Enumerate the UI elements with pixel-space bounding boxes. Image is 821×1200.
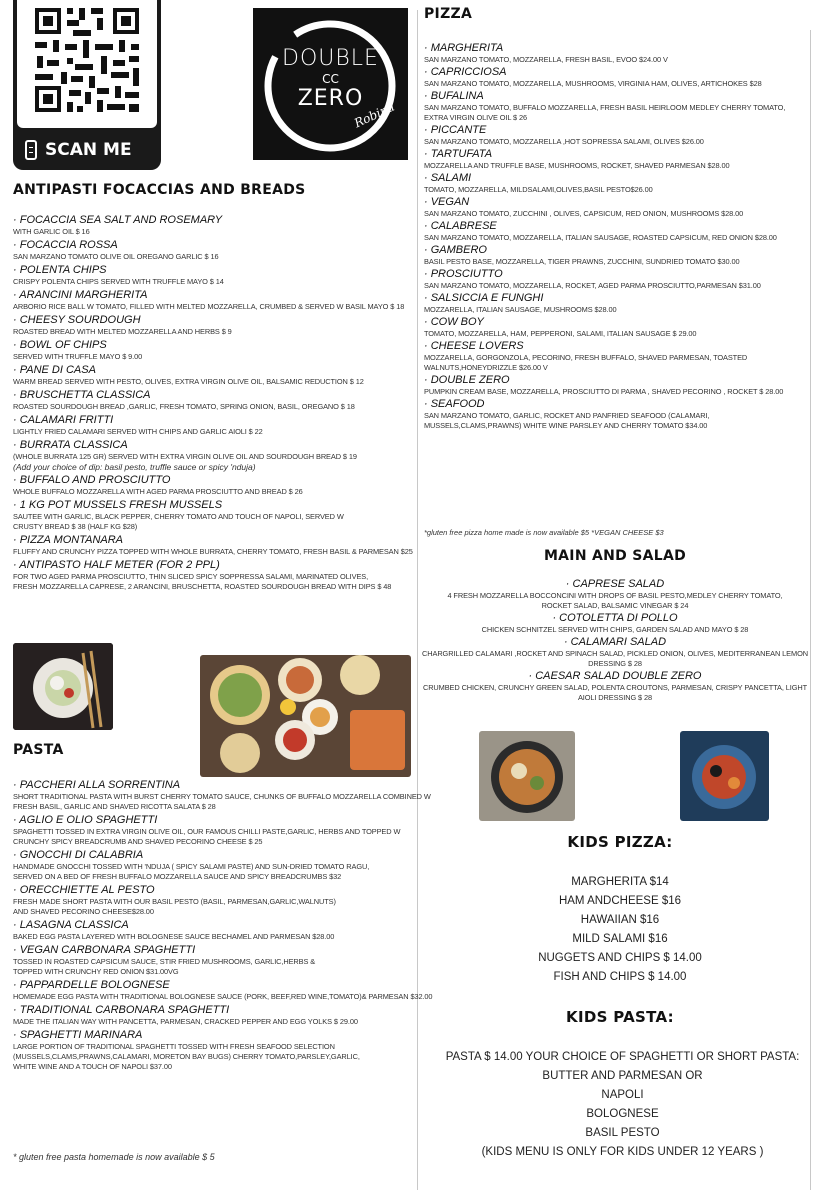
menu-item-name: · SALAMI: [424, 172, 472, 184]
menu-item: [13, 534, 415, 557]
menu-item-name: · BUFALINA: [424, 90, 484, 102]
restaurant-logo: [253, 8, 408, 160]
menu-item: [13, 1029, 473, 1072]
kids-menu-footer: (KIDS MENU IS ONLY FOR KIDS UNDER 12 YEARS ): [481, 1146, 764, 1158]
kids-pasta-line: PASTA $ 14.00 YOUR CHOICE OF SPAGHETTI OR SHORT PASTA:: [445, 1051, 800, 1063]
menu-item-description: CRUSTY BREAD $ 38 (HALF KG $28): [13, 522, 138, 531]
menu-item-name: · VEGAN CARBONARA SPAGHETTI: [13, 944, 196, 956]
menu-item-name: · AGLIO E OLIO SPAGHETTI: [13, 814, 158, 826]
menu-item: [424, 90, 819, 123]
menu-item-name: · CHEESY SOURDOUGH: [13, 314, 141, 326]
menu-item-name: · ARANCINI MARGHERITA: [13, 289, 148, 301]
menu-item-description: (WHOLE BURRATA 125 GR) SERVED WITH EXTRA VIRGIN OLIVE OIL AND SOURDOUGH BREAD $ 19: [13, 452, 357, 461]
kids-pizza-item: HAM ANDCHEESE $16: [558, 895, 682, 907]
menu-item-name: · PIZZA MONTANARA: [13, 534, 123, 546]
menu-item-description: WARM BREAD SERVED WITH PESTO, OLIVES, EXTRA VIRGIN OLIVE OIL, BALSAMIC REDUCTION $ 12: [13, 377, 364, 386]
menu-item: [424, 66, 819, 89]
menu-item-description: HOMEMADE EGG PASTA WITH TRADITIONAL BOLOGNESE SAUCE (PORK, BEEF,RED WINE,TOMATO)& PARMESAN $32.00: [13, 992, 433, 1001]
menu-item: [424, 42, 819, 65]
menu-item: [410, 636, 820, 669]
menu-item: [13, 559, 415, 592]
menu-item: [13, 779, 473, 812]
menu-item: [424, 244, 819, 267]
menu-item-description: SERVED WITH TRUFFLE MAYO $ 9.00: [13, 352, 143, 361]
antipasti-heading: ANTIPASTI FOCACCIAS AND BREADS: [13, 182, 306, 198]
menu-item-description: WITH GARLIC OIL $ 16: [13, 227, 90, 236]
menu-item-description: (MUSSELS,CLAMS,PRAWNS,CALAMARI, MORETON BAY BUGS) CHERRY TOMATO,PARSLEY,GARLIC,: [13, 1052, 360, 1061]
menu-item-description: SAUTEE WITH GARLIC, BLACK PEPPER, CHERRY TOMATO AND TOUCH OF NAPOLI, SERVED W: [13, 512, 344, 521]
menu-item-description: BASIL PESTO BASE, MOZZARELLA, TIGER PRAWNS, ZUCCHINI, SUNDRIED TOMATO $30.00: [424, 257, 740, 266]
menu-item-name: · BUFFALO AND PROSCIUTTO: [13, 474, 171, 486]
menu-item-description: LARGE PORTION OF TRADITIONAL SPAGHETTI TOSSED WITH FRESH SEAFOOD SELECTION: [13, 1042, 335, 1051]
food-photo-seafood: [680, 731, 769, 821]
menu-item-name: · ORECCHIETTE AL PESTO: [13, 884, 155, 896]
menu-item-description: EXTRA VIRGIN OLIVE OIL $ 26: [424, 113, 527, 122]
menu-item: [13, 474, 415, 497]
kids-pasta-line: BOLOGNESE: [586, 1108, 659, 1120]
menu-item-name: · TRADITIONAL CARBONARA SPAGHETTI: [13, 1004, 230, 1016]
kids-pasta-line: BASIL PESTO: [585, 1127, 660, 1139]
menu-item: [13, 979, 473, 1002]
menu-item: [13, 1004, 473, 1027]
food-photo-bowl: [13, 643, 113, 730]
menu-item-description: LIGHTLY FRIED CALAMARI SERVED WITH CHIPS AND GARLIC AIOLI $ 22: [13, 427, 263, 436]
menu-item-description: ROASTED SOURDOUGH BREAD ,GARLIC, FRESH TOMATO, SPRING ONION, BASIL, OREGANO $ 18: [13, 402, 355, 411]
menu-item-description: FLUFFY AND CRUNCHY PIZZA TOPPED WITH WHOLE BURRATA, CHERRY TOMATO, FRESH BASIL & PARMESAN $25: [13, 547, 413, 556]
scan-me-label: SCAN ME: [45, 140, 132, 160]
menu-item-name: · VEGAN: [424, 196, 470, 208]
menu-item-description: BAKED EGG PASTA LAYERED WITH BOLOGNESE SAUCE BECHAMEL AND PARMESAN $28.00: [13, 932, 335, 941]
menu-item: [13, 884, 473, 917]
menu-item-name: · CALABRESE: [424, 220, 497, 232]
menu-item-name: · FOCACCIA ROSSA: [13, 239, 118, 251]
menu-item-description: AND SHAVED PECORINO CHEESE$28.00: [13, 907, 154, 916]
menu-item: [13, 214, 415, 237]
menu-item-description: MOZZARELLA, ITALIAN SAUSAGE, MUSHROOMS $28.00: [424, 305, 617, 314]
menu-item-description: SAN MARZANO TOMATO, MOZZARELLA, MUSHROOMS, VIRGINIA HAM, OLIVES, ARTICHOKES $28: [424, 79, 762, 88]
pasta-heading: PASTA: [13, 742, 64, 758]
kids-pizza-item: MARGHERITA $14: [571, 876, 669, 888]
menu-item-description: CRUMBED CHICKEN, CRUNCHY GREEN SALAD, POLENTA CROUTONS, PARMESAN, CRISPY PANCETTA, LIGHT: [422, 683, 808, 692]
menu-item-description: WHITE WINE AND A TOUCH OF NAPOLI $37.00: [13, 1062, 172, 1071]
menu-item: [13, 414, 415, 437]
pizza-gluten-note: *gluten free pizza home made is now available $5 *VEGAN CHEESE $3: [424, 528, 664, 537]
menu-item-description: SERVED ON A BED OF FRESH BUFFALO MOZZARELLA SAUCE AND SPICY BREADCRUMBS $32: [13, 872, 342, 881]
menu-item-description: FRESH BASIL, GARLIC AND SHAVED RICOTTA SALATA $ 28: [13, 802, 216, 811]
menu-item-name: · CAESAR SALAD DOUBLE ZERO: [528, 670, 702, 682]
menu-item-description: PUMPKIN CREAM BASE, MOZZARELLA, PROSCIUTTO DI PARMA , SHAVED PECORINO , ROCKET $ 28.00: [424, 387, 784, 396]
kids-pizza-heading: KIDS PIZZA:: [567, 833, 673, 851]
kids-pizza-item: MILD SALAMI $16: [572, 933, 668, 945]
menu-item: [424, 220, 819, 243]
logo-line-2: CC: [322, 72, 339, 86]
menu-item-description: TOPPED WITH CRUNCHY RED ONION $31.00VG: [13, 967, 179, 976]
menu-item-description: HANDMADE GNOCCHI TOSSED WITH 'NDUJA ( SPICY SALAMI PASTE) AND SUN-DRIED TOMATO RAGU,: [13, 862, 370, 871]
menu-item-name: · PAPPARDELLE BOLOGNESE: [13, 979, 170, 991]
main-salad-list: [410, 578, 820, 704]
menu-item-description: CHARGRILLED CALAMARI ,ROCKET AND SPINACH SALAD, PICKLED ONION, OLIVES, MEDITERRANEAN LEMON: [422, 649, 808, 658]
logo-line-1: DOUBLE: [282, 46, 379, 71]
menu-item: [13, 239, 415, 262]
menu-item-description: CRISPY POLENTA CHIPS SERVED WITH TRUFFLE MAYO $ 14: [13, 277, 224, 286]
menu-item: [13, 944, 473, 977]
menu-item: [13, 289, 415, 312]
menu-item-name: · DOUBLE ZERO: [424, 374, 510, 386]
menu-item-name: · SALSICCIA E FUNGHI: [424, 292, 544, 304]
menu-item-name: · PROSCIUTTO: [424, 268, 503, 280]
antipasti-list: [13, 214, 415, 594]
menu-item-description: ROASTED BREAD WITH MELTED MOZZARELLA AND HERBS $ 9: [13, 327, 232, 336]
menu-item-name: · CAPRESE SALAD: [565, 578, 665, 590]
menu-item: [410, 578, 820, 611]
kids-pizza-list: [420, 873, 820, 987]
menu-item: [13, 314, 415, 337]
menu-item: [13, 389, 415, 412]
menu-item: [13, 439, 415, 472]
menu-item-description: MUSSELS,CLAMS,PRAWNS) WHITE WINE PARSLEY AND CHERRY TOMATO $34.00: [424, 421, 708, 430]
menu-item-name: · BURRATA CLASSICA: [13, 439, 128, 451]
menu-item: [13, 919, 473, 942]
menu-item: [13, 814, 473, 847]
pasta-gluten-note: * gluten free pasta homemade is now available $ 5: [13, 1152, 215, 1162]
pizza-heading: PIZZA: [424, 6, 473, 22]
menu-item-description: FOR TWO AGED PARMA PROSCIUTTO, THIN SLICED SPICY SOPPRESSA SALAMI, MARINATED OLIVES,: [13, 572, 369, 581]
menu-item-description: SAN MARZANO TOMATO, MOZZARELLA, FRESH BASIL, EVOO $24.00 V: [424, 55, 668, 64]
menu-item: [13, 364, 415, 387]
menu-item-name: · GAMBERO: [424, 244, 487, 256]
menu-item: [13, 499, 415, 532]
menu-item-name: · BOWL OF CHIPS: [13, 339, 107, 351]
menu-item: [424, 124, 819, 147]
food-photo-spread: [200, 655, 411, 777]
kids-pasta-line: NAPOLI: [601, 1089, 644, 1101]
menu-item-name: · CALAMARI SALAD: [563, 636, 667, 648]
menu-item-name: · LASAGNA CLASSICA: [13, 919, 129, 931]
menu-item-description: SAN MARZANO TOMATO, BUFFALO MOZZARELLA, FRESH BASIL HEIRLOOM MEDLEY CHERRY TOMATO,: [424, 103, 786, 112]
logo-line-3: ZERO: [297, 86, 364, 111]
kids-pizza-item: HAWAIIAN $16: [580, 914, 660, 926]
menu-item: [13, 849, 473, 882]
menu-item-name: · CALAMARI FRITTI: [13, 414, 114, 426]
menu-item: [424, 196, 819, 219]
menu-item-name: · BRUSCHETTA CLASSICA: [13, 389, 151, 401]
menu-item-description: 4 FRESH MOZZARELLA BOCCONCINI WITH DROPS OF BASIL PESTO,MEDLEY CHERRY TOMATO,: [447, 591, 783, 600]
menu-item-description: WHOLE BUFFALO MOZZARELLA WITH AGED PARMA PROSCIUTTO AND BREAD $ 26: [13, 487, 303, 496]
menu-item: [424, 316, 819, 339]
menu-item-description: TOMATO, MOZZARELLA, HAM, PEPPERONI, SALAMI, ITALIAN SAUSAGE $ 29.00: [424, 329, 697, 338]
menu-item-description: SAN MARZANO TOMATO, MOZZARELLA, ITALIAN SAUSAGE, ROASTED CAPSICUM, RED ONION $28.00: [424, 233, 777, 242]
menu-item-description: DRESSING $ 28: [588, 659, 642, 668]
menu-item-name: · POLENTA CHIPS: [13, 264, 107, 276]
menu-item-name: · GNOCCHI DI CALABRIA: [13, 849, 144, 861]
menu-item: [13, 339, 415, 362]
menu-item-description: CRUNCHY SPICY BREADCRUMB AND SHAVED PECORINO CHEESE $ 25: [13, 837, 263, 846]
menu-item-description: TOSSED IN ROASTED CAPSICUM SAUCE, STIR FRIED MUSHROOMS, GARLIC,HERBS &: [13, 957, 316, 966]
menu-item-description: CHICKEN SCHNITZEL SERVED WITH CHIPS, GARDEN SALAD AND MAYO $ 28: [481, 625, 749, 634]
menu-item-description: SAN MARZANO TOMATO, MOZZARELLA ,HOT SOPRESSA SALAMI, OLIVES $26.00: [424, 137, 704, 146]
menu-item-description: FRESH MADE SHORT PASTA WITH OUR BASIL PESTO (BASIL, PARMESAN,GARLIC,WALNUTS): [13, 897, 336, 906]
menu-item-description: ARBORIO RICE BALL W TOMATO, FILLED WITH MELTED MOZZARELLA, CRUMBED & SERVED W BASIL MAYO $ 18: [13, 302, 405, 311]
kids-pasta-list: [425, 1048, 820, 1162]
menu-item-name: · PACCHERI ALLA SORRENTINA: [13, 779, 181, 791]
menu-item: [424, 172, 819, 195]
menu-item-name: · COW BOY: [424, 316, 484, 328]
menu-item-description: SAN MARZANO TOMATO, ZUCCHINI , OLIVES, CAPSICUM, RED ONION, MUSHROOMS $28.00: [424, 209, 744, 218]
menu-item-name: · TARTUFATA: [424, 148, 493, 160]
pizza-list: [424, 42, 819, 432]
menu-item-description: AIOLI DRESSING $ 28: [577, 693, 653, 702]
phone-icon: [25, 140, 37, 160]
menu-item-name: · PICCANTE: [424, 124, 487, 136]
menu-item-description: FRESH MOZZARELLA CAPRESE, 2 ARANCINI, BRUSCHETTA, ROASTED SOURDOUGH BREAD WITH DIPS $ 48: [13, 582, 392, 591]
menu-item-name: · SPAGHETTI MARINARA: [13, 1029, 143, 1041]
menu-item: [410, 612, 820, 635]
menu-item: [410, 670, 820, 703]
menu-item: [424, 398, 819, 431]
pasta-list: [13, 779, 473, 1074]
menu-item-name: · COTOLETTA DI POLLO: [552, 612, 678, 624]
menu-item-description: SAN MARZANO TOMATO, MOZZARELLA, ROCKET, AGED PARMA PROSCIUTTO,PARMESAN $31.00: [424, 281, 761, 290]
logo-script: Robina: [352, 99, 397, 131]
menu-item: [424, 374, 819, 397]
main-salad-heading: MAIN AND SALAD: [543, 548, 687, 564]
menu-item-description: SPAGHETTI TOSSED IN EXTRA VIRGIN OLIVE OIL, OUR FAMOUS CHILLI PASTE,GARLIC, HERBS AND TOPPED W: [13, 827, 401, 836]
menu-item-name: · MARGHERITA: [424, 42, 504, 54]
menu-item: [424, 340, 819, 373]
menu-item-description: SAN MARZANO TOMATO OLIVE OIL OREGANO GARLIC $ 16: [13, 252, 219, 261]
menu-item: [424, 148, 819, 171]
menu-item-name: · ANTIPASTO HALF METER (FOR 2 PPL): [13, 559, 220, 571]
menu-item-name: · FOCACCIA SEA SALT AND ROSEMARY: [13, 214, 223, 226]
menu-item-name: · CAPRICCIOSA: [424, 66, 507, 78]
menu-item-extra: (Add your choice of dip: basil pesto, truffle sauce or spicy 'nduja): [13, 462, 256, 472]
kids-pizza-item: NUGGETS AND CHIPS $ 14.00: [538, 952, 702, 964]
menu-item-description: SHORT TRADITIONAL PASTA WITH BURST CHERRY TOMATO SAUCE, CHUNKS OF BUFFALO MOZZARELLA COMBINED W: [13, 792, 431, 801]
menu-item-description: MOZZARELLA, GORGONZOLA, PECORINO, FRESH BUFFALO, SHAVED PARMESAN, TOASTED WALNUTS,HONEYDRIZZLE $26.00 V: [424, 353, 748, 372]
menu-item-description: ROCKET SALAD, BALSAMIC VINEGAR $ 24: [541, 601, 689, 610]
kids-pasta-line: BUTTER AND PARMESAN OR: [542, 1070, 703, 1082]
qr-card[interactable]: [13, 0, 161, 170]
menu-item-name: · 1 KG POT MUSSELS FRESH MUSSELS: [13, 499, 223, 511]
kids-pasta-heading: KIDS PASTA:: [566, 1008, 674, 1026]
menu-item-description: MADE THE ITALIAN WAY WITH PANCETTA, PARMESAN, CRACKED PEPPER AND EGG YOLKS $ 29.00: [13, 1017, 358, 1026]
food-photo-salad: [479, 731, 575, 821]
menu-item-description: MOZZARELLA AND TRUFFLE BASE, MUSHROOMS, ROCKET, SHAVED PARMESAN $28.00: [424, 161, 730, 170]
qr-code[interactable]: [17, 0, 157, 128]
menu-item-name: · SEAFOOD: [424, 398, 485, 410]
menu-item-description: TOMATO, MOZZARELLA, MILDSALAMI,OLIVES,BASIL PESTO$26.00: [424, 185, 653, 194]
menu-item: [424, 268, 819, 291]
kids-pizza-item: FISH AND CHIPS $ 14.00: [553, 971, 687, 983]
menu-item-description: SAN MARZANO TOMATO, GARLIC, ROCKET AND PANFRIED SEAFOOD (CALAMARI,: [424, 411, 710, 420]
menu-item-name: · CHEESE LOVERS: [424, 340, 524, 352]
menu-item: [424, 292, 819, 315]
menu-item: [13, 264, 415, 287]
menu-item-name: · PANE DI CASA: [13, 364, 96, 376]
